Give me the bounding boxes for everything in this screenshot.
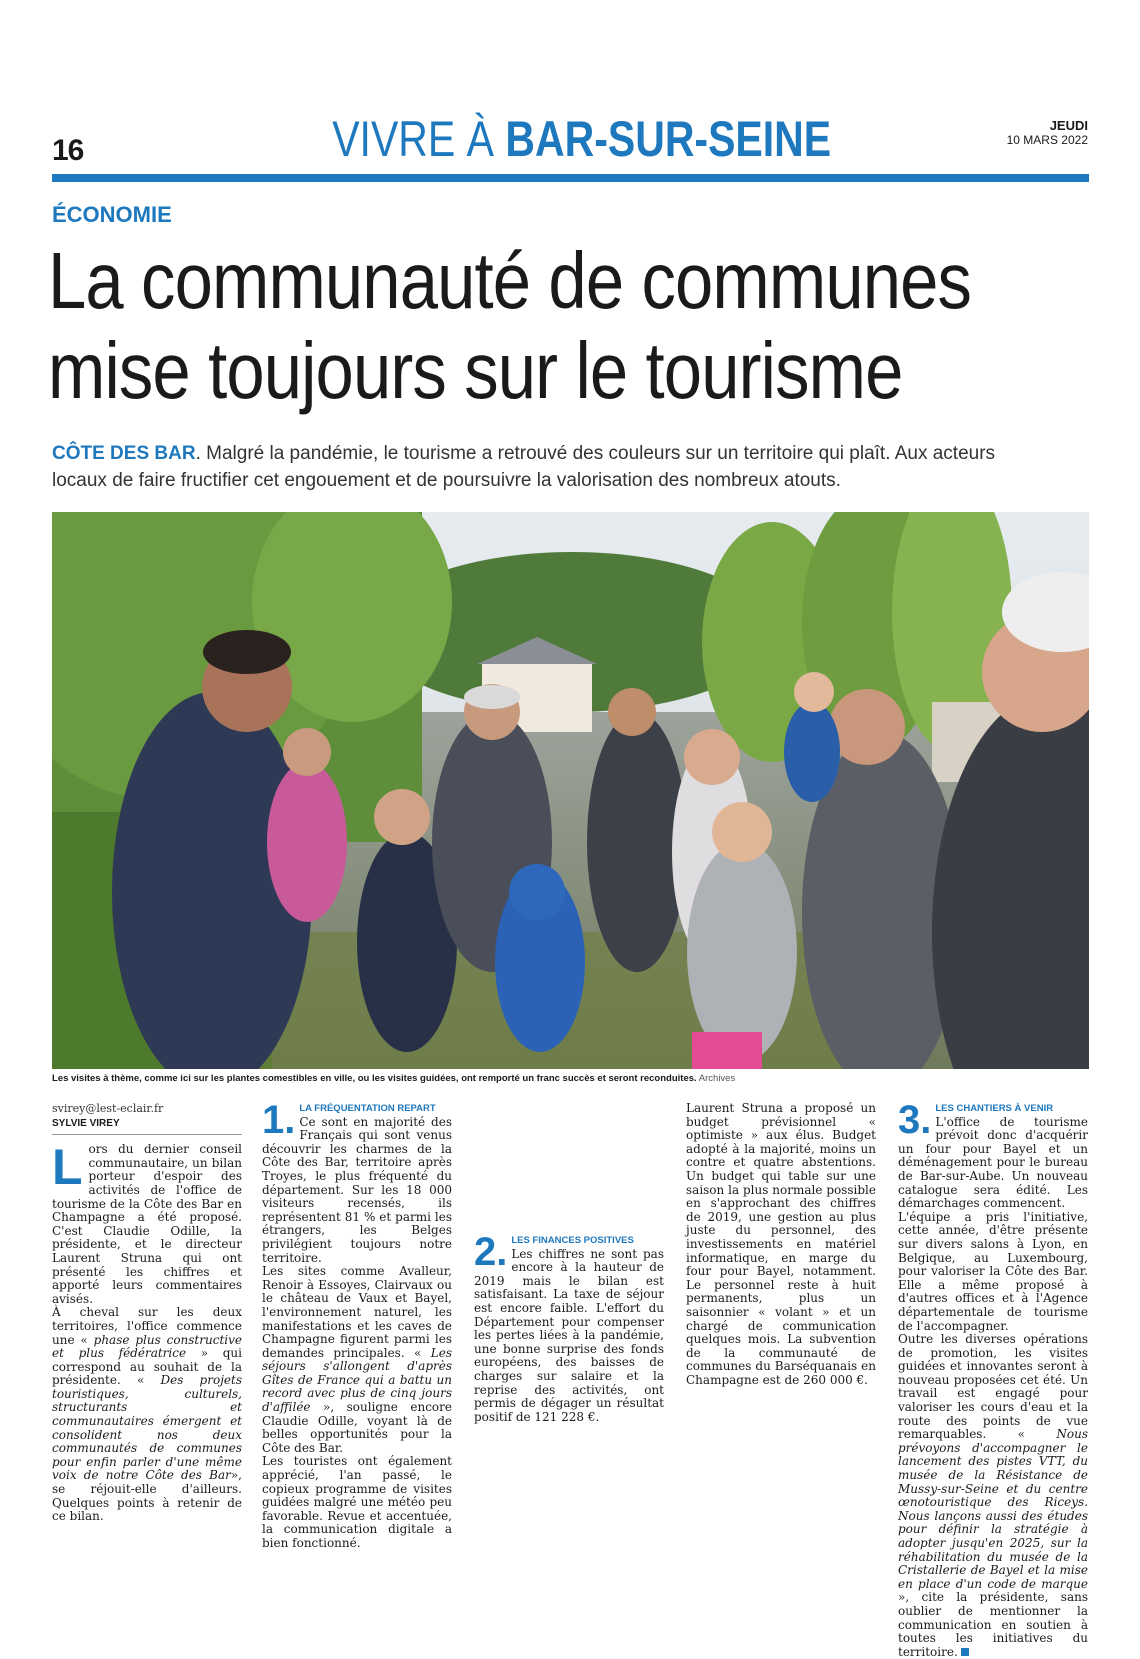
intro-p2-a: À cheval sur les deux territoires, l'office commence une «	[52, 1305, 242, 1347]
rubric-label: ÉCONOMIE	[52, 202, 172, 227]
article-column-5	[898, 1098, 1088, 1659]
intro-paragraph-1	[52, 1139, 242, 1306]
photo-caption	[52, 1073, 1089, 1085]
author-email: svirey@lest-eclair.fr	[52, 1102, 164, 1115]
article-column-4	[686, 1102, 876, 1387]
section-title-light: VIVRE À	[332, 111, 494, 167]
section-1-paragraph-3: Les touristes ont également apprécié, l'an passé, le copieux programme de visites guidées malgré une météo peu favorable. Revue et accentuée, la communication digitale a bien fonctionné.	[262, 1454, 452, 1550]
lede	[52, 440, 1052, 494]
s1-p2-em: Les séjours s'allongent d'après Gîtes de France qui a battu un record avec plus de cinq jours d'affilée	[262, 1345, 452, 1415]
headline-line-1: La communauté de communes	[48, 236, 972, 325]
issue-date-text: 10 MARS 2022	[1006, 133, 1088, 147]
intro-p2-b: » qui correspond au souhait de la présidente. «	[52, 1346, 242, 1388]
caption-credit: Archives	[698, 1073, 736, 1084]
section-2-title: LES FINANCES POSITIVES	[511, 1235, 634, 1246]
section-2-paragraph-2: Laurent Struna a proposé un budget prévisionnel « optimiste » aux élus. Budget adopté à la majorité, moins un contre et quatre abstentions. Un budget qui table sur une saison la plus normale possible en s'approchant des chiffres de 2019, une gestion au plus juste du personnel, des investissements en matériel informatique, en marge du four pour Bayel, notamment. Le personnel reste à huit permanents, plus un saisonnier « volant » et un chargé de communication quelques mois. La subvention de la communauté de communes du Barséquanais en Champagne est de 260 000 €.	[686, 1101, 876, 1387]
section-1-title: LA FRÉQUENTATION REPART	[299, 1103, 436, 1114]
header-rule	[52, 174, 1089, 182]
headline-line-2: mise toujours sur le tourisme	[48, 326, 903, 415]
section-2	[474, 1230, 664, 1424]
section-3-paragraph-2: L'équipe a pris l'initiative, cette année, d'être présente sur divers salons à Lyon, en Belgique, au Luxembourg, pour valoriser la Côte des Bar. Elle a même proposé à d'autres offices et à l'Agence départementale de tourisme de l'accompagner.	[898, 1209, 1088, 1333]
lede-kicker: CÔTE DES BAR	[52, 443, 196, 464]
author-name: SYLVIE VIREY	[52, 1117, 242, 1136]
article-column-1	[52, 1102, 242, 1524]
article-column-2	[262, 1098, 452, 1551]
section-2-paragraph-1: Les chiffres ne sont pas encore à la hauteur de 2019 mais le bilan est satisfaisant. La taxe de séjour est encore faible. L'effort du Département pour compenser les pertes liées à la pandémie, une bonne surprise des fonds européens, des baisses de charges sur salaire et la reprise des activités, ont permis de dégager un résultat positif de 121 228 €.	[474, 1246, 664, 1424]
issue-day: JEUDI	[1049, 118, 1088, 133]
intro-p2-em2: Des projets touristiques, culturels, structurants et communautaires émergent et consolident nos deux communautés de communes pour enfin parler d'une même voix de notre Côte des Bar	[52, 1373, 242, 1483]
s3-p3-em: Nous prévoyons d'accompagner le lancement des pistes VTT, du musée de la Résistance de Mussy-sur-Seine et du centre œnotouristique des Riceys. Nous lançons aussi des études pour définir la stratégie à adopter jusqu'en 2025, sur la réhabilitation du musée de la Cristallerie de Bayel et la mise en place d'un code de marque	[898, 1427, 1088, 1591]
s1-p2-a: Les sites comme Avalleur, Renoir à Essoyes, Clairvaux ou le château de Vaux et Bayel, l'environnement naturel, les manifestations et les caves de Champagne figurent parmi les demandes principales. «	[262, 1264, 452, 1360]
article-column-3	[474, 1230, 664, 1424]
section-1-paragraph-1: Ce sont en majorité des Français qui sont venus découvrir les charmes de la Côte des Bar, territoire après Troyes, le plus fréquenté du département. Sur les 18 000 visiteurs recensés, ils représentent 81 % et parmi les étrangers, les Belges privilégient toujours notre territoire.	[262, 1114, 452, 1265]
page-number: 16	[52, 134, 84, 167]
drop-cap: L	[52, 1139, 83, 1196]
section-1	[262, 1098, 452, 1551]
intro-p1-text: ors du dernier conseil communautaire, un bilan porteur d'espoir des activités de l'office de tourisme de la Côte des Bar en Champagne a été proposé. C'est Claudie Odille, la présidente, et le directeur Laurent Struna qui ont présenté les chiffres et apporté leurs commentaires avisés.	[52, 1142, 242, 1306]
section-2-number: 2.	[474, 1230, 508, 1274]
end-mark	[961, 1648, 969, 1656]
s3-p3-a: Outre les diverses opérations de promotion, les visites guidées et innovantes seront à nouveau proposées cet été. Un travail est engagé pour valoriser les cours d'eau et la route des points de vue remarquables. «	[898, 1332, 1088, 1442]
section-3-number: 3.	[898, 1098, 932, 1142]
section-title	[332, 110, 832, 168]
article-photo	[52, 512, 1089, 1069]
caption-text: Les visites à thème, comme ici sur les plantes comestibles en ville, ou les visites guidées, ont remporté un franc succès et seront reconduites.	[52, 1073, 697, 1084]
section-3-title: LES CHANTIERS À VENIR	[935, 1103, 1054, 1114]
intro-p2-em1: phase plus constructive et plus fédératrice	[52, 1332, 242, 1361]
section-1-paragraph-2	[262, 1265, 452, 1455]
photo-illustration	[52, 512, 1089, 1069]
section-3-paragraph-1: L'office de tourisme prévoit donc d'acquérir un four pour Bayel et un déménagement pour le bureau de Bar-sur-Aube. Un nouveau catalogue sera édité. Les démarchages commencent.	[898, 1114, 1088, 1211]
issue-date	[1007, 118, 1088, 148]
section-1-number: 1.	[262, 1098, 296, 1142]
section-3-paragraph-3	[898, 1333, 1088, 1659]
section-title-bold: BAR-SUR-SEINE	[505, 111, 832, 167]
intro-p2-c: », se réjouit-elle d'ailleurs. Quelques points à retenir de ce bilan.	[52, 1468, 242, 1524]
s3-p3-b: », cite la présidente, sans oublier de mentionner la communication en soutien à toutes les initiatives du territoire.	[898, 1590, 1088, 1659]
headline	[48, 236, 972, 416]
section-3	[898, 1098, 1088, 1659]
s1-p2-b: », souligne encore Claudie Odille, voyant là de belles opportunités pour la Côte des Bar.	[262, 1400, 452, 1455]
intro-paragraph-2	[52, 1306, 242, 1524]
lede-text: . Malgré la pandémie, le tourisme a retrouvé des couleurs sur un territoire qui plaît. Aux acteurs locaux de faire fructifier cet engouement et de poursuivre la valorisation des nombreux atouts.	[52, 443, 996, 491]
